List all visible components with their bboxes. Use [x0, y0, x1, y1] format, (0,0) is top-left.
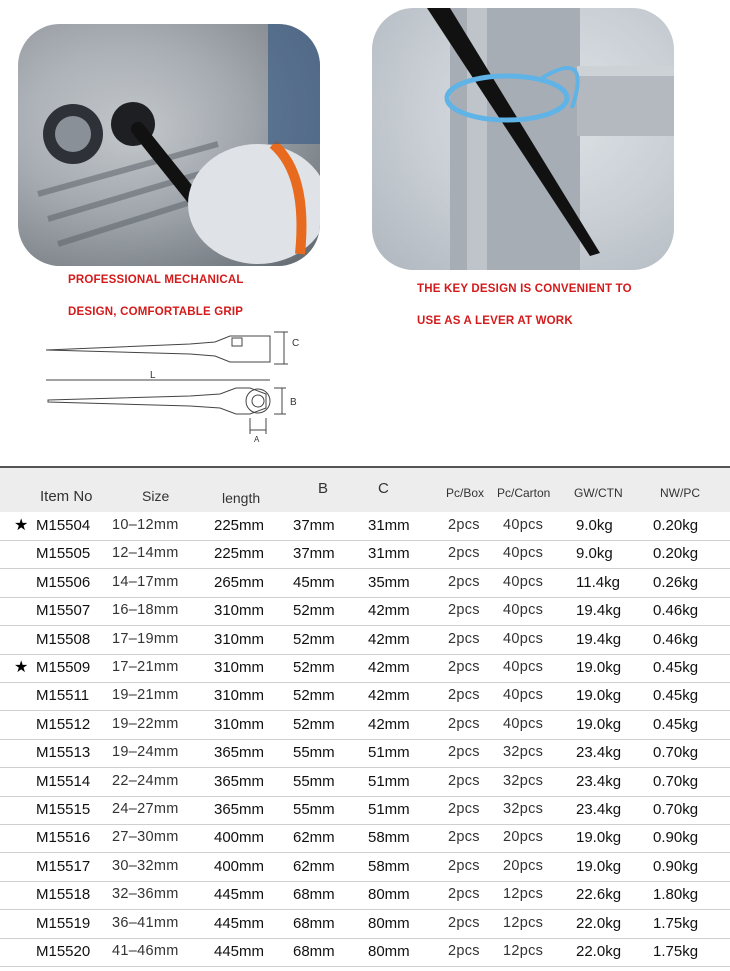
table-row	[0, 512, 730, 541]
cell-size: 22–24mm	[112, 772, 179, 789]
table-row	[0, 938, 730, 967]
cell-length: 310mm	[214, 659, 265, 676]
cell-length: 400mm	[214, 829, 265, 847]
featured-star-icon: ★	[14, 517, 29, 534]
cell-pc-box: 2pcs	[448, 715, 480, 732]
cell-nw-pc: 0.70kg	[653, 772, 699, 790]
cell-nw-pc: 0.20kg	[653, 517, 699, 534]
cell-size: 12–14mm	[112, 545, 179, 562]
cell-size: 19–24mm	[112, 744, 179, 761]
cell-nw-pc: 0.90kg	[653, 857, 699, 875]
cell-gw-ctn: 23.4kg	[576, 772, 622, 790]
cell-nw-pc: 0.26kg	[653, 573, 699, 591]
cell-pc-box: 2pcs	[448, 943, 480, 959]
header-nw-pc: NW/PC	[660, 486, 700, 500]
cell-nw-pc: 1.75kg	[653, 914, 699, 932]
cell-size: 32–36mm	[112, 886, 179, 903]
cell-gw-ctn: 22.0kg	[576, 943, 622, 960]
cell-size: 17–19mm	[112, 630, 179, 647]
table-row	[0, 540, 730, 569]
table-row	[0, 597, 730, 626]
cell-pc-box: 2pcs	[448, 659, 480, 675]
header-c: C	[378, 480, 389, 497]
cell-length: 445mm	[214, 914, 265, 932]
cell-c: 35mm	[368, 573, 410, 591]
cell-length: 400mm	[214, 857, 265, 875]
table-row	[0, 910, 730, 939]
cell-gw-ctn: 19.4kg	[576, 602, 622, 620]
cell-b: 52mm	[293, 659, 335, 676]
cell-c: 58mm	[368, 857, 410, 875]
dim-a-label: A	[254, 435, 260, 443]
cell-size: 14–17mm	[112, 573, 179, 590]
cell-pc-carton: 40pcs	[503, 545, 544, 562]
cell-pc-carton: 40pcs	[503, 602, 544, 619]
cell-pc-box: 2pcs	[448, 886, 480, 903]
cell-item: M15505	[36, 545, 91, 563]
cell-b: 62mm	[293, 829, 335, 847]
cell-pc-box: 2pcs	[448, 857, 480, 874]
cell-b: 37mm	[293, 545, 335, 563]
cell-item: M15506	[36, 573, 91, 591]
cell-b: 55mm	[293, 801, 335, 818]
cell-c: 42mm	[368, 715, 410, 733]
cell-item: M15514	[36, 772, 91, 790]
cell-gw-ctn: 22.6kg	[576, 886, 622, 904]
cell-b: 52mm	[293, 602, 335, 620]
cell-pc-carton: 12pcs	[503, 943, 544, 959]
cell-size: 41–46mm	[112, 943, 179, 959]
cell-item: M15511	[36, 687, 90, 705]
header-item: Item No	[40, 488, 93, 505]
cell-pc-carton: 20pcs	[503, 857, 544, 874]
cell-pc-box: 2pcs	[448, 772, 480, 789]
cell-item: M15507	[36, 602, 91, 620]
cell-length: 365mm	[214, 744, 265, 762]
table-row	[0, 682, 730, 711]
cell-size: 19–22mm	[112, 715, 179, 732]
table-row	[0, 739, 730, 768]
cell-pc-carton: 12pcs	[503, 914, 544, 931]
cell-gw-ctn: 11.4kg	[576, 573, 620, 591]
cell-pc-carton: 40pcs	[503, 517, 544, 533]
header-b: B	[318, 480, 329, 497]
cell-gw-ctn: 19.4kg	[576, 630, 622, 648]
cell-pc-carton: 40pcs	[503, 687, 544, 704]
cell-nw-pc: 0.45kg	[653, 659, 699, 676]
cell-item: M15519	[36, 914, 91, 932]
table-row	[0, 626, 730, 655]
cell-item: M15516	[36, 829, 91, 847]
cell-pc-box: 2pcs	[448, 630, 480, 647]
cell-c: 80mm	[368, 914, 410, 932]
cell-pc-box: 2pcs	[448, 573, 480, 590]
cell-gw-ctn: 19.0kg	[576, 659, 622, 676]
dimension-drawing	[40, 318, 320, 443]
cell-gw-ctn: 22.0kg	[576, 914, 622, 932]
cell-c: 31mm	[368, 517, 410, 534]
cell-gw-ctn: 9.0kg	[576, 517, 613, 534]
cell-item: M15517	[36, 857, 91, 875]
header-size: Size	[142, 488, 170, 504]
cell-size: 16–18mm	[112, 602, 179, 619]
cell-length: 310mm	[214, 687, 265, 705]
cell-pc-box: 2pcs	[448, 517, 480, 533]
cell-c: 80mm	[368, 943, 410, 960]
cell-length: 365mm	[214, 772, 265, 790]
table-row	[0, 824, 730, 853]
cell-c: 51mm	[368, 744, 410, 762]
table-row	[0, 853, 730, 882]
featured-star-icon: ★	[14, 659, 29, 676]
cell-pc-box: 2pcs	[448, 914, 480, 931]
cell-b: 37mm	[293, 517, 335, 534]
cell-size: 17–21mm	[112, 659, 179, 675]
header-gw-ctn: GW/CTN	[574, 486, 623, 500]
cell-pc-carton: 40pcs	[503, 630, 544, 647]
product-showcase	[0, 0, 730, 458]
table-row	[0, 569, 730, 598]
cell-b: 68mm	[293, 914, 335, 932]
cell-gw-ctn: 19.0kg	[576, 715, 622, 733]
cell-c: 51mm	[368, 801, 410, 818]
cell-nw-pc: 0.46kg	[653, 602, 699, 620]
cell-c: 42mm	[368, 687, 410, 705]
table-header	[0, 466, 730, 512]
cell-pc-carton: 20pcs	[503, 829, 544, 846]
cell-nw-pc: 0.70kg	[653, 801, 699, 818]
cell-size: 24–27mm	[112, 801, 179, 817]
cell-c: 42mm	[368, 659, 410, 676]
cell-c: 31mm	[368, 545, 410, 563]
cell-gw-ctn: 9.0kg	[576, 545, 613, 563]
cell-item: M15504	[36, 517, 91, 534]
cell-nw-pc: 0.46kg	[653, 630, 699, 648]
cell-length: 310mm	[214, 602, 265, 620]
cell-c: 80mm	[368, 886, 410, 904]
cell-length: 310mm	[214, 630, 265, 648]
spec-table	[0, 466, 730, 971]
table-row	[0, 711, 730, 740]
header-length: length	[222, 490, 261, 506]
wrench-lever-photo	[372, 8, 674, 270]
cell-pc-carton: 12pcs	[503, 886, 544, 903]
cell-nw-pc: 1.75kg	[653, 943, 699, 960]
cell-pc-box: 2pcs	[448, 602, 480, 619]
cell-size: 19–21mm	[112, 687, 179, 704]
dim-l-label: L	[150, 370, 156, 381]
cell-item: M15515	[36, 801, 91, 818]
cell-gw-ctn: 19.0kg	[576, 687, 622, 705]
cell-nw-pc: 0.70kg	[653, 744, 699, 762]
cell-size: 27–30mm	[112, 829, 179, 846]
cell-pc-box: 2pcs	[448, 801, 480, 817]
cell-b: 55mm	[293, 744, 335, 762]
cell-pc-box: 2pcs	[448, 744, 480, 761]
cell-length: 365mm	[214, 801, 265, 818]
cell-nw-pc: 0.90kg	[653, 829, 699, 847]
cell-b: 52mm	[293, 687, 335, 705]
table-row	[0, 796, 730, 825]
cell-gw-ctn: 23.4kg	[576, 744, 622, 762]
cell-c: 51mm	[368, 772, 410, 790]
wrench-in-use-photo	[18, 24, 320, 266]
cell-length: 265mm	[214, 573, 265, 591]
cell-gw-ctn: 19.0kg	[576, 829, 622, 847]
cell-item: M15520	[36, 943, 91, 960]
cell-nw-pc: 0.20kg	[653, 545, 699, 563]
cell-length: 310mm	[214, 715, 265, 733]
cell-pc-carton: 40pcs	[503, 715, 544, 732]
cell-length: 225mm	[214, 545, 265, 563]
dim-b-label: B	[290, 397, 297, 408]
cell-nw-pc: 0.45kg	[653, 715, 699, 733]
cell-item: M15513	[36, 744, 91, 762]
header-pc-carton: Pc/Carton	[497, 486, 551, 500]
cell-b: 45mm	[293, 573, 335, 591]
cell-item: M15512	[36, 715, 91, 733]
cell-b: 55mm	[293, 772, 335, 790]
caption-right-line1: THE KEY DESIGN IS CONVENIENT TO	[417, 283, 632, 295]
cell-c: 58mm	[368, 829, 410, 847]
cell-pc-box: 2pcs	[448, 829, 480, 846]
cell-pc-box: 2pcs	[448, 687, 480, 704]
cell-pc-carton: 32pcs	[503, 772, 544, 789]
cell-b: 68mm	[293, 886, 335, 904]
cell-size: 10–12mm	[112, 517, 179, 533]
cell-pc-carton: 32pcs	[503, 801, 544, 817]
cell-length: 445mm	[214, 943, 265, 960]
cell-c: 42mm	[368, 602, 410, 620]
cell-pc-carton: 32pcs	[503, 744, 544, 761]
cell-length: 445mm	[214, 886, 265, 904]
dim-c-label: C	[292, 338, 300, 349]
cell-pc-box: 2pcs	[448, 545, 480, 562]
caption-left-line1: PROFESSIONAL MECHANICAL	[68, 274, 244, 286]
cell-gw-ctn: 23.4kg	[576, 801, 622, 818]
cell-item: M15509	[36, 659, 91, 676]
header-pc-box: Pc/Box	[446, 486, 485, 500]
cell-pc-carton: 40pcs	[503, 659, 544, 675]
table-row	[0, 768, 730, 797]
cell-length: 225mm	[214, 517, 265, 534]
caption-right-line2: USE AS A LEVER AT WORK	[417, 315, 573, 327]
cell-b: 52mm	[293, 630, 335, 648]
cell-b: 52mm	[293, 715, 335, 733]
cell-item: M15508	[36, 630, 91, 648]
cell-gw-ctn: 19.0kg	[576, 857, 622, 875]
cell-nw-pc: 0.45kg	[653, 687, 699, 705]
cell-item: M15518	[36, 886, 91, 904]
cell-c: 42mm	[368, 630, 410, 648]
cell-nw-pc: 1.80kg	[653, 886, 699, 904]
cell-pc-carton: 40pcs	[503, 573, 544, 590]
cell-b: 62mm	[293, 857, 335, 875]
cell-b: 68mm	[293, 943, 335, 960]
table-row	[0, 654, 730, 683]
cell-size: 36–41mm	[112, 914, 179, 931]
cell-size: 30–32mm	[112, 857, 179, 874]
caption-left-line2: DESIGN, COMFORTABLE GRIP	[68, 306, 244, 318]
table-row	[0, 881, 730, 910]
